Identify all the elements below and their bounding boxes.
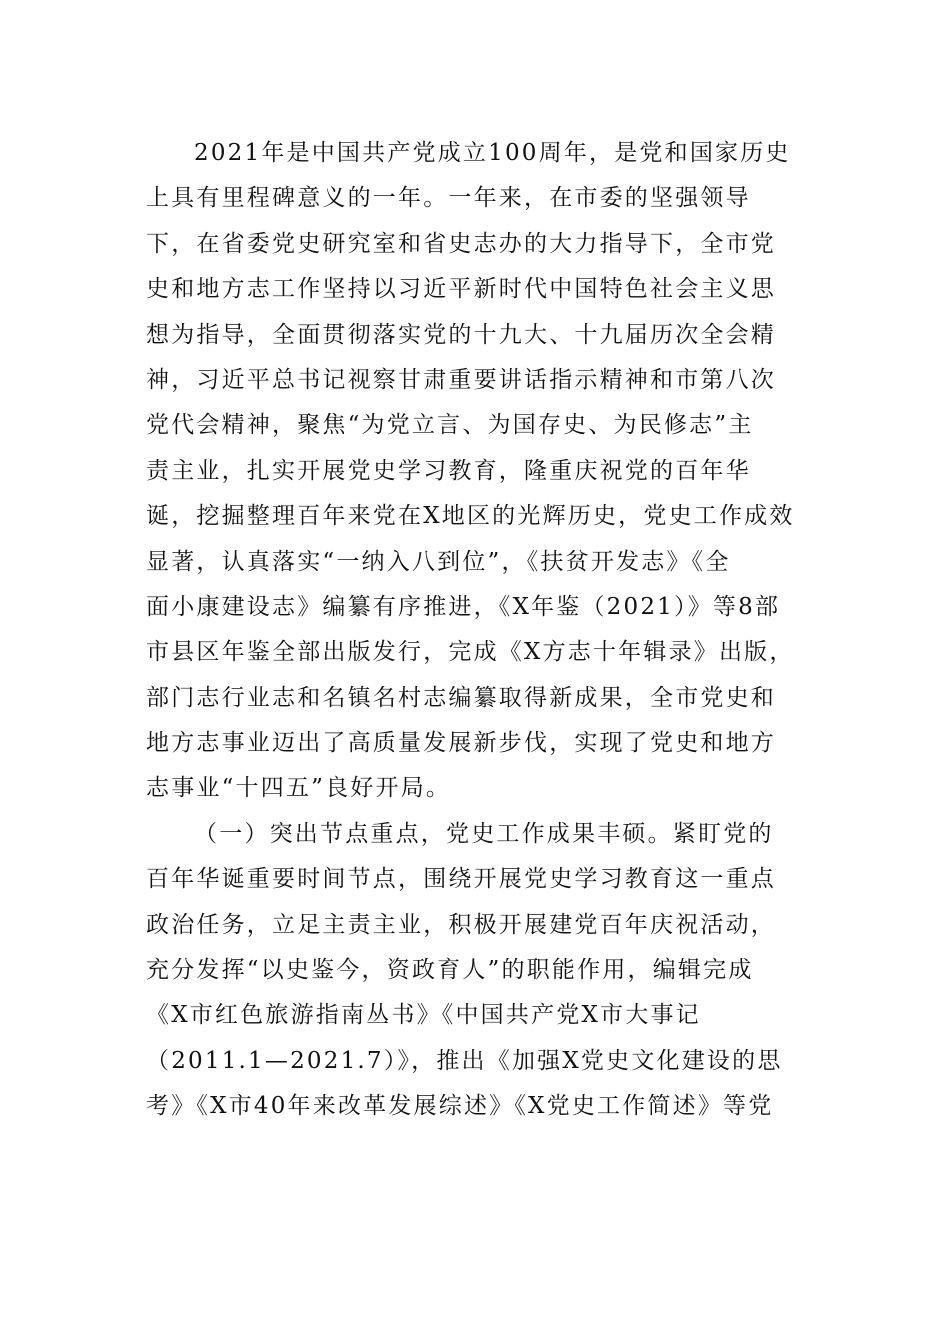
- paragraph-2-line-6: （2011.1—2021.7）》，推出《加强X党史文化建设的思: [146, 1047, 783, 1074]
- paragraph-2-line-7: 考》《X市40年来改革发展综述》《X党史工作简述》等党: [146, 1093, 774, 1120]
- body-text: [146, 131, 816, 1130]
- paragraph-1-line-11: 面小康建设志》编纂有序推进，《X年鉴（2021）》等8部: [146, 593, 781, 620]
- paragraph-1-line-9: 诞，挖掘整理百年来党在X地区的光辉历史，党史工作成效: [146, 503, 795, 530]
- paragraph-1-line-7: 党代会精神，聚焦“为党立言、为国存史、为民修志”主: [146, 412, 754, 439]
- paragraph-1-line-3: 下，在省委党史研究室和省史志办的大力指导下，全市党: [146, 230, 776, 257]
- paragraph-2-line-1: （一）突出节点重点，党史工作成果丰硕。紧盯党的: [194, 820, 774, 847]
- paragraph-1-line-4: 史和地方志工作坚持以习近平新时代中国特色社会主义思: [146, 276, 776, 303]
- paragraph-2-line-2: 百年华诞重要时间节点，围绕开展党史学习教育这一重点: [146, 866, 776, 893]
- paragraph-1-line-1: 2021年是中国共产党成立100周年，是党和国家历史: [194, 140, 791, 166]
- paragraph-2-line-3: 政治任务，立足主责主业，积极开展建党百年庆祝活动，: [146, 911, 776, 938]
- paragraph-1-line-5: 想为指导，全面贯彻落实党的十九大、十九届历次全会精: [146, 321, 776, 348]
- paragraph-1-line-12: 市县区年鉴全部出版发行，完成《X方志十年辑录》出版，: [146, 639, 795, 666]
- paragraph-2-line-4: 充分发挥“以史鉴今，资政育人”的职能作用，编辑完成: [146, 957, 754, 984]
- paragraph-1-line-14: 地方志事业迈出了高质量发展新步伐，实现了党史和地方: [146, 730, 776, 757]
- paragraph-1-line-13: 部门志行业志和名镇名村志编纂取得新成果，全市党史和: [146, 684, 776, 711]
- paragraph-1-line-6: 神，习近平总书记视察甘肃重要讲话指示精神和市第八次: [146, 366, 776, 393]
- paragraph-1-line-8: 责主业，扎实开展党史学习教育，隆重庆祝党的百年华: [146, 457, 751, 484]
- paragraph-2-line-5: 《X市红色旅游指南丛书》《中国共产党X市大事记: [146, 1002, 701, 1029]
- paragraph-1-line-10: 显著，认真落实“一纳入八到位”，《扶贫开发志》《全: [146, 548, 731, 575]
- paragraph-1-line-15: 志事业“十四五”良好开局。: [146, 775, 452, 802]
- paragraph-1-line-2: 上具有里程碑意义的一年。一年来，在市委的坚强领导: [146, 185, 751, 212]
